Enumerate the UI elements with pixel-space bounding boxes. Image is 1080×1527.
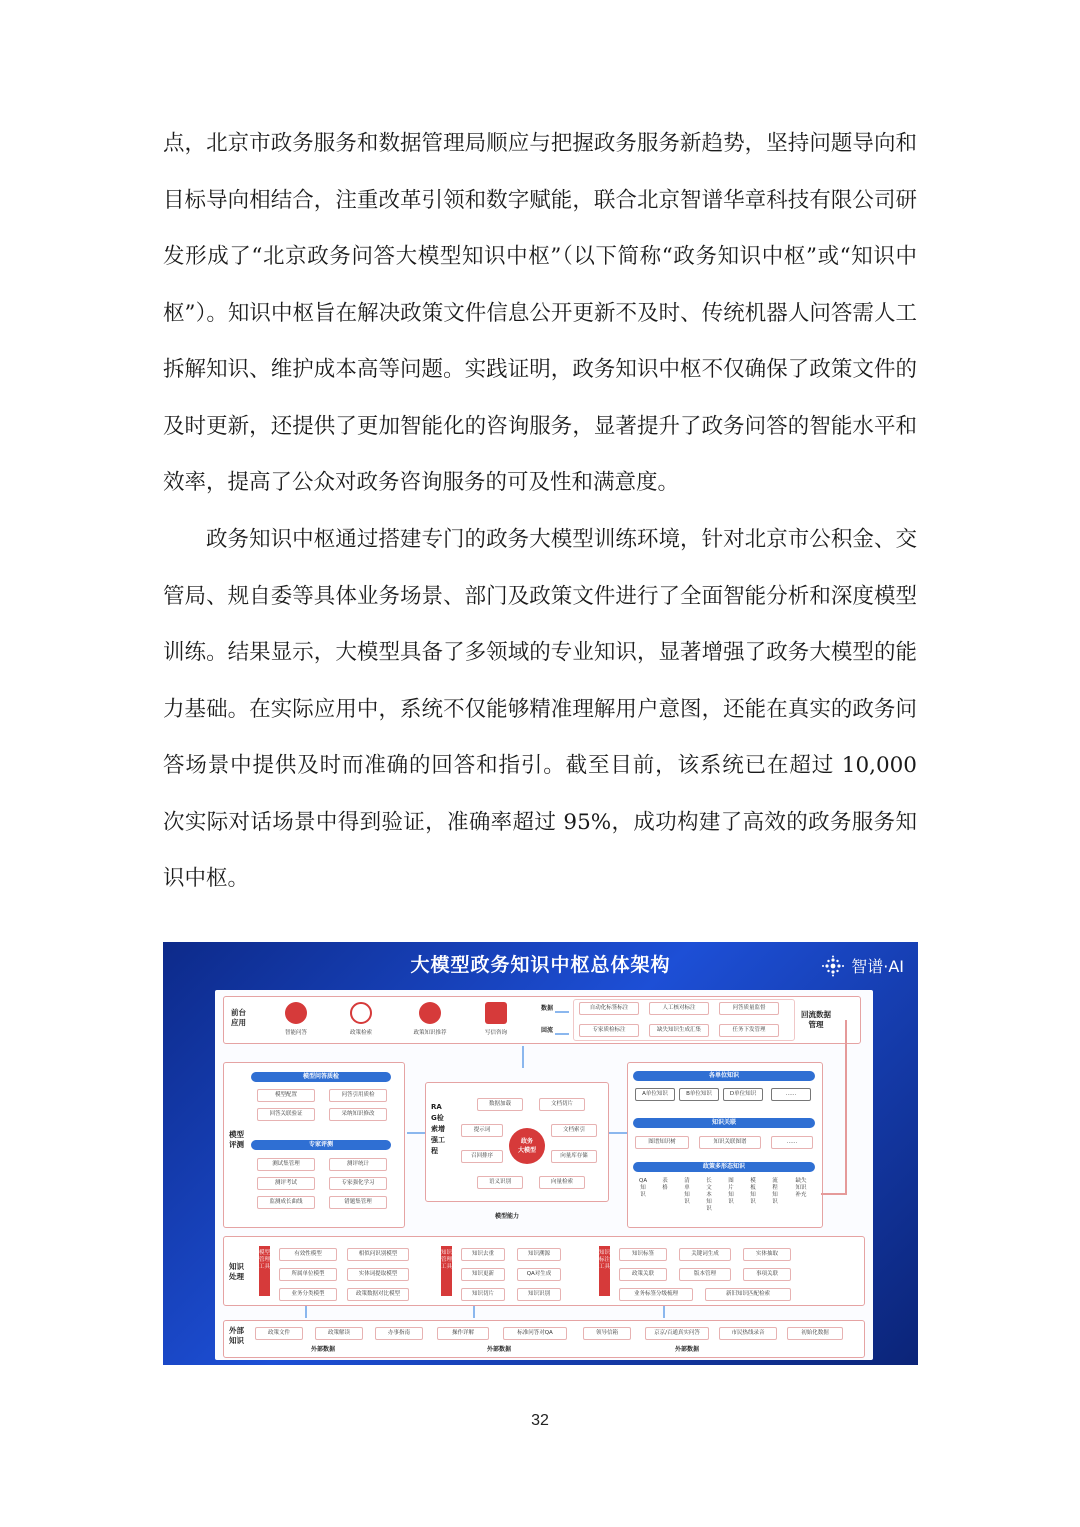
external-chip: 操作详解 [437,1327,489,1340]
eval-chip: 采纳知识修改 [329,1108,387,1121]
external-chip: 办事指南 [375,1327,423,1340]
page-number: 32 [531,1412,549,1429]
model-chip: 业务分类模型 [279,1288,337,1301]
model-chip: 政策数据对比模型 [347,1288,409,1301]
zhipu-logo-icon [820,955,846,977]
brand-logo [820,954,904,977]
external-chip: 初始化数据 [787,1327,843,1340]
architecture-panel [215,990,873,1360]
letter-icon [485,1002,507,1024]
external-chip: 市民热线录音 [719,1327,777,1340]
up-arrow-ext-1 [305,1306,307,1318]
model-chip: 实体词提取模型 [347,1268,409,1281]
process-label: 知识 处理 [229,1262,244,1281]
model-tool-badge: 模型管理工具 [259,1246,270,1296]
rag-chip: 向量检索 [539,1176,585,1189]
task-chip: 问答质量监督 [719,1002,779,1015]
external-group-label: 外部数据 [487,1346,512,1353]
feedback-arrow [555,1033,569,1035]
form-item: QA知识 [639,1178,648,1198]
eval-chip: 问答引用质检 [329,1089,387,1102]
data-flow-label: 数据 [541,1005,554,1012]
link-chip: ...... [771,1136,813,1149]
rag-label: RAG检索增强工程 [431,1103,445,1155]
titem-chip: 实体抽取 [743,1248,791,1261]
knowledge-section-bar: 各单位知识 [633,1071,815,1081]
eval-chip: 专家强化学习 [329,1177,387,1190]
feedback-flow-label: 回流 [541,1027,554,1034]
eval-label: 模型 评测 [229,1130,244,1149]
architecture-figure [163,942,918,1365]
link-chip: 知识关联图谱 [699,1136,761,1149]
model-capability-label: 模型能力 [495,1213,520,1220]
external-chip: 政策解读 [315,1327,363,1340]
unit-chip: B单位知识 [679,1088,719,1101]
kitem-chip: 知识溯源 [517,1248,561,1261]
gov-model-core: 政务 大模型 [509,1128,545,1164]
external-label: 外部 知识 [229,1326,244,1345]
titem-chip: 新旧知识匹配检索 [705,1288,791,1301]
form-item: 缺失知识补充 [795,1178,807,1198]
eval-chip: 回答关联验证 [257,1108,315,1121]
eval-chip: 测评统计 [329,1158,387,1171]
up-arrow-ext-2 [473,1306,475,1318]
titem-chip: 业务标签分级梳理 [619,1288,693,1301]
up-arrow-front [522,1046,524,1068]
external-chip: 京京/百通真实问答 [645,1327,709,1340]
up-arrow-ext-3 [663,1306,665,1318]
paragraph-2: 政务知识中枢通过搭建专门的政务大模型训练环境，针对北京市公积金、交管局、规自委等具体业务场景、部门及政策文件进行了全面智能分析和深度模型训练。结果显示，大模型具备了多领域的专业知识，显著增强了政务大模型的能力基础。在实际应用中，系统不仅能够精准理解用户意图，还能在真实的政务问答场景中提供及时而准确的回答和指引。截至目前，该系统已在超过 10,000 次实际对话场景中得到验证，准确率超过 95%，成功构建了高效的政务服务知识中枢。 [163,527,917,891]
brand-name: 智谱·AI [851,957,904,976]
form-item: 模板知识 [750,1178,756,1205]
external-chip: 政策文件 [255,1327,303,1340]
knowledge-section-bar: 知识关联 [633,1118,815,1128]
rag-chip: 向量库存储 [551,1150,597,1163]
knowledge-section-bar: 政策多形态知识 [633,1162,815,1172]
titem-chip: 政策关联 [619,1268,667,1281]
reflux-label: 回流数据 管理 [801,1010,831,1029]
front-app-item: 政策检索 [349,1030,372,1036]
external-chip: 标准问答对QA [503,1327,567,1340]
form-item: 流程知识 [772,1178,778,1205]
unit-chip: D单位知识 [723,1088,763,1101]
task-chip: 任务下发管理 [719,1024,779,1037]
eval-chip: 模型配置 [257,1089,315,1102]
figure-title: 大模型政务知识中枢总体架构 [410,954,671,976]
kitem-chip: 知识去重 [461,1248,505,1261]
rag-chip: 文档索引 [551,1124,597,1137]
eval-section-bar: 模型问答质检 [251,1072,391,1082]
label-tool-badge: 知识标注工具 [599,1246,610,1296]
eval-chip: 监测成长曲线 [257,1196,315,1209]
eval-section-bar: 专家评测 [251,1140,391,1150]
knowledge-to-rag-arrow [609,1132,627,1134]
knowledge-tool-badge: 知识管理工具 [441,1246,452,1296]
kitem-chip: QA对生成 [517,1268,561,1281]
data-arrow [555,1011,569,1013]
qa-app-icon [285,1002,307,1024]
front-app-item: 政策知识推荐 [413,1030,447,1036]
policy-search-icon [350,1002,372,1024]
form-item: 清单知识 [684,1178,690,1205]
titem-chip: 知识标签 [619,1248,667,1261]
task-chip: 缺失知识生成汇集 [649,1024,709,1037]
kitem-chip: 知识更新 [461,1268,505,1281]
task-chip: 人工核对标注 [649,1002,709,1015]
rag-chip: 数据加载 [477,1098,523,1111]
titem-chip: 事项关联 [743,1268,791,1281]
rag-to-eval-arrow [407,1132,425,1134]
reflux-connector [821,1193,847,1195]
model-chip: 所属单位模型 [279,1268,337,1281]
recommend-icon [419,1002,441,1024]
eval-chip: 错题集管理 [329,1196,387,1209]
model-chip: 有效性模型 [279,1248,337,1261]
unit-chip: ...... [771,1088,811,1101]
paragraph-1: 点，北京市政务服务和数据管理局顺应与把握政务服务新趋势，坚持问题导向和目标导向相结合，注重改革引领和数字赋能，联合北京智谱华章科技有限公司研发形成了“北京政务问答大模型知识中枢”（以下简称“政务知识中枢”或“知识中枢”）。知识中枢旨在解决政策文件信息公开更新不及时、传统机器人问答需人工拆解知识、维护成本高等问题。实践证明，政务知识中枢不仅确保了政策文件的及时更新，还提供了更加智能化的咨询服务，显著提升了政务问答的智能水平和效率，提高了公众对政务咨询服务的可及性和满意度。 [163,131,917,495]
front-app-item: 智能问答 [284,1030,307,1036]
external-chip: 领导信箱 [583,1327,631,1340]
form-item: 图片知识 [728,1178,734,1205]
rag-chip: 召回排序 [461,1150,503,1163]
task-chip: 自动化标签标注 [579,1002,639,1015]
kitem-chip: 知识识别 [517,1288,561,1301]
front-label: 前台 应用 [231,1008,246,1027]
rag-chip: 提示词 [461,1124,503,1137]
unit-chip: A单位知识 [635,1088,675,1101]
task-chip: 专家质检标注 [579,1024,639,1037]
rag-chip: 文档切片 [539,1098,585,1111]
external-group-label: 外部数据 [675,1346,700,1353]
external-group-label: 外部数据 [311,1346,336,1353]
titem-chip: 版本管理 [679,1268,731,1281]
reflux-line [845,1020,847,1195]
front-app-item: 写信咨询 [484,1030,507,1036]
link-chip: 图谱知识树 [635,1136,689,1149]
eval-chip: 测评考试 [257,1177,315,1190]
eval-chip: 测试集管理 [257,1158,315,1171]
kitem-chip: 知识切片 [461,1288,505,1301]
model-chip: 相似问识别模型 [347,1248,409,1261]
form-item: 长文本知识 [706,1178,712,1212]
form-item: 表格 [662,1178,668,1191]
titem-chip: 关键词生成 [679,1248,731,1261]
rag-chip: 语义识别 [477,1176,523,1189]
